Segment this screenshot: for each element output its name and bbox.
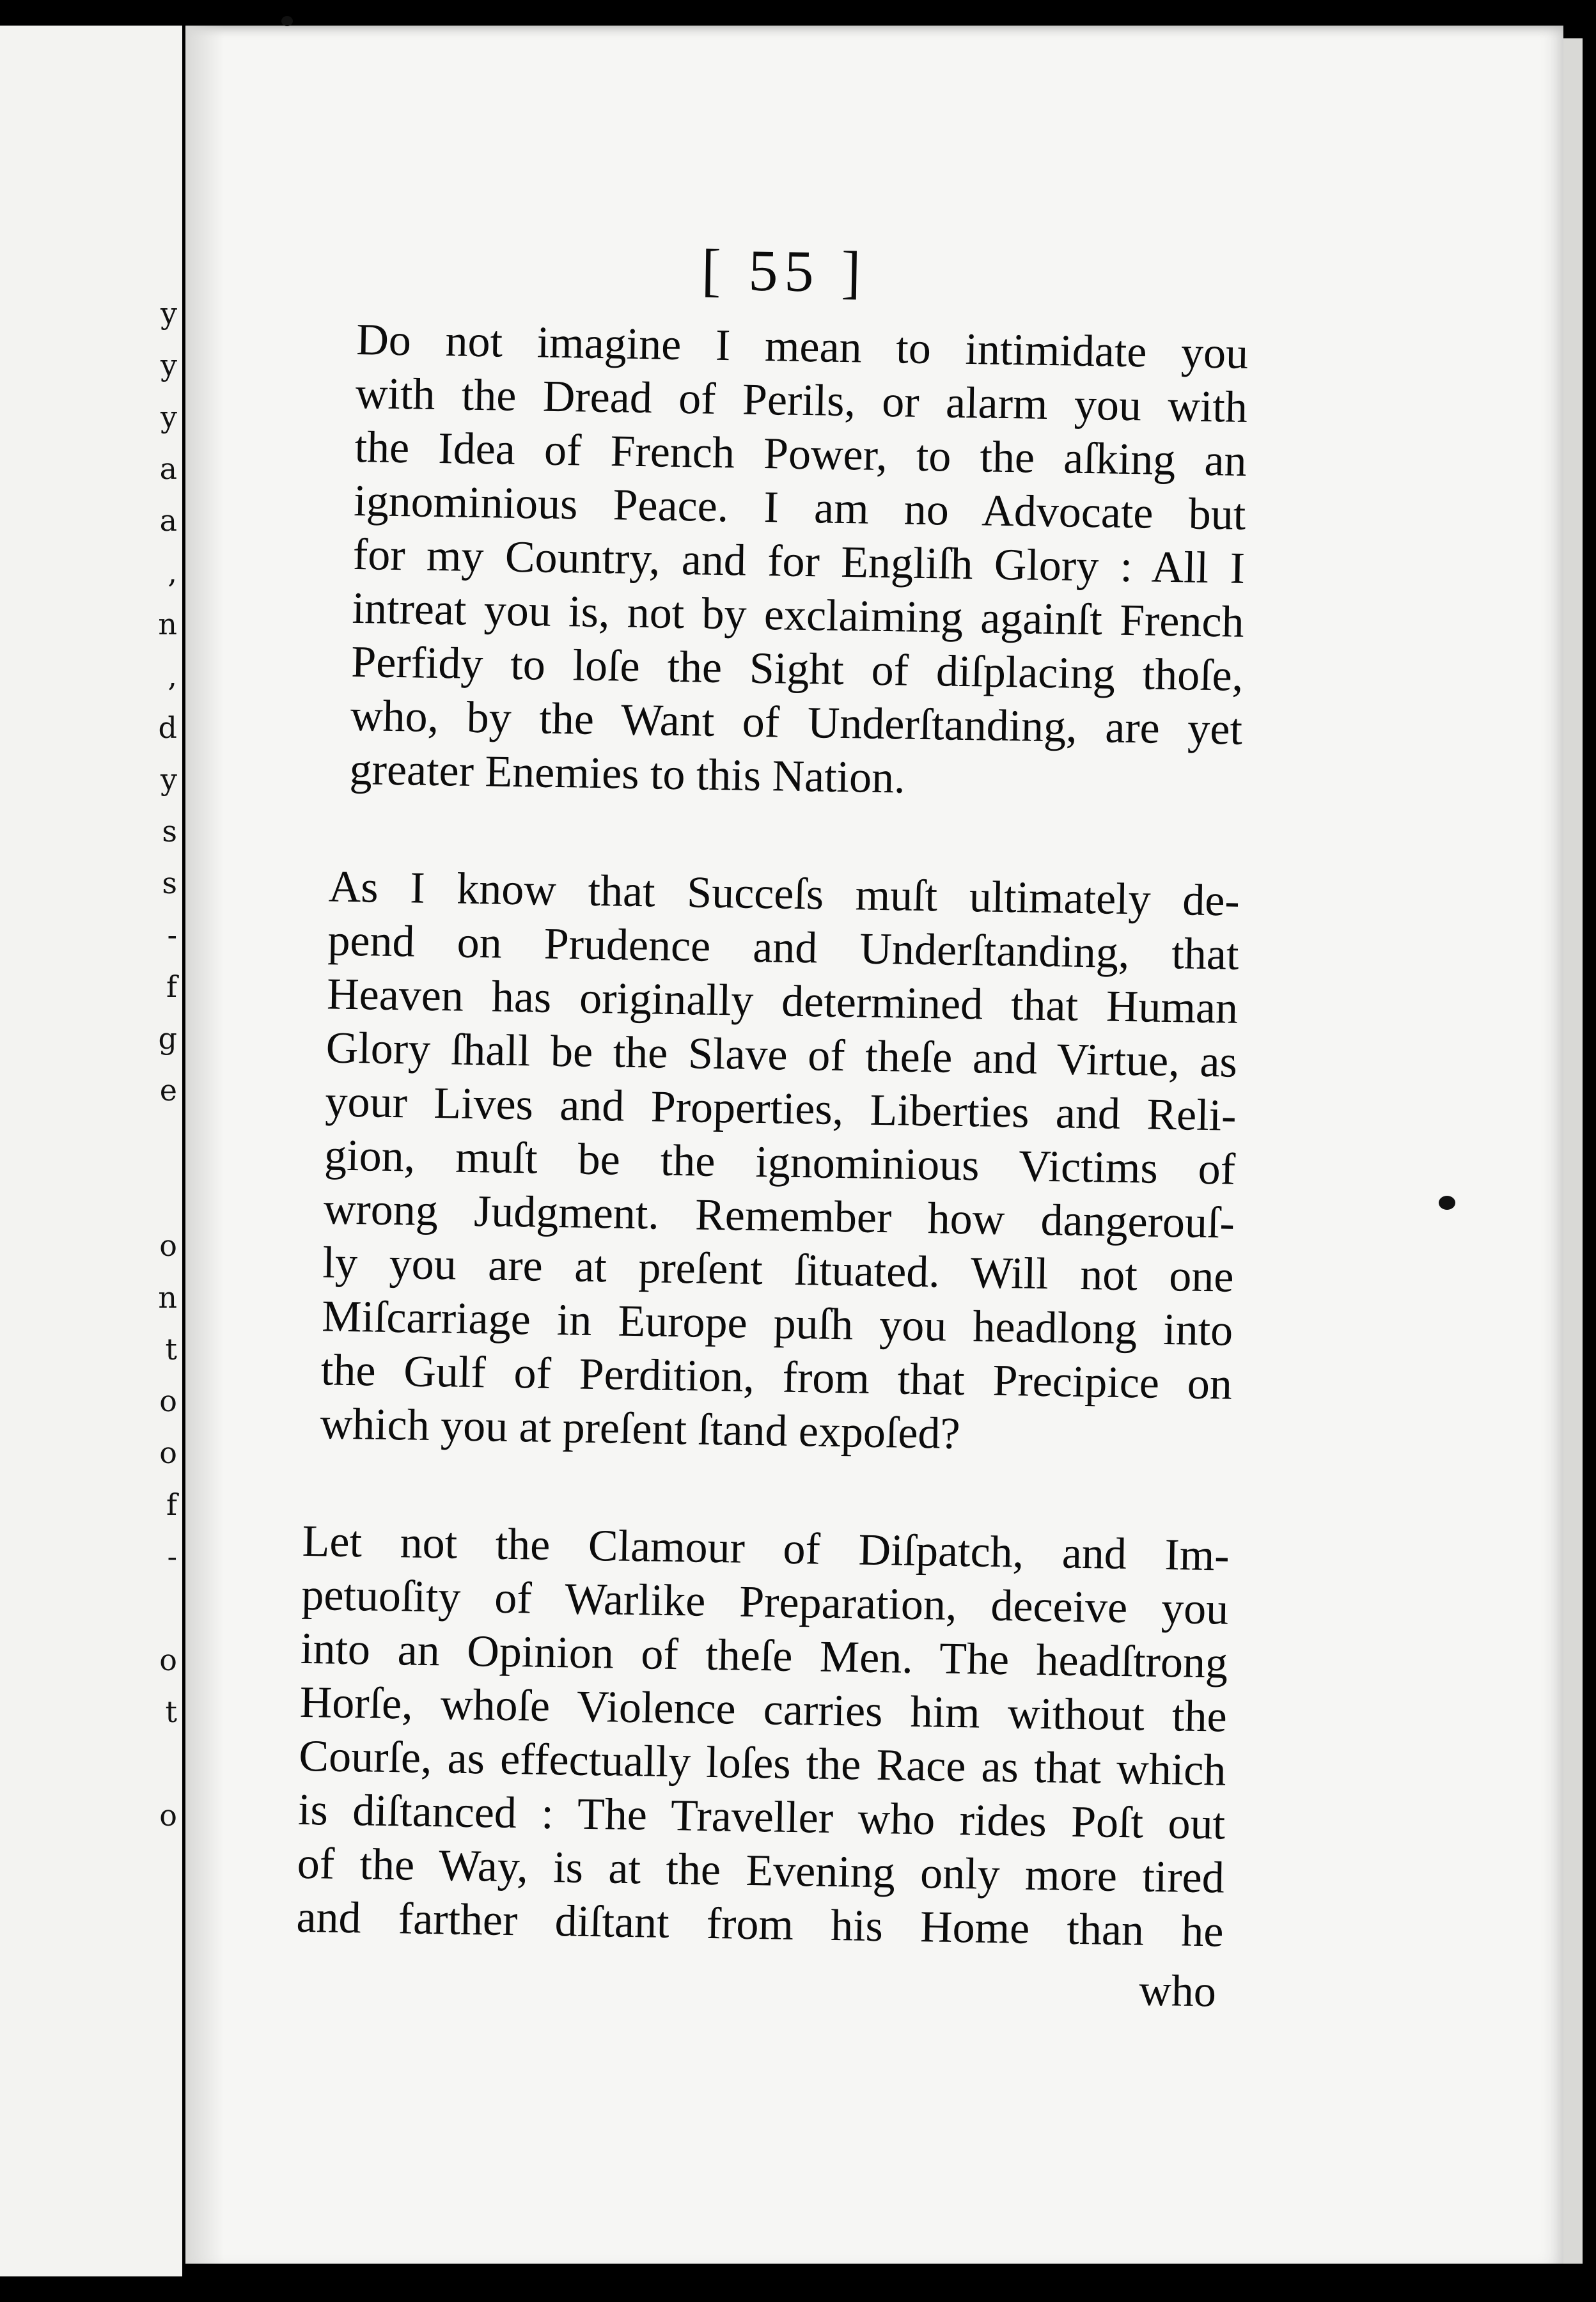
text-line: pend on Prudence and Underſtanding, that	[327, 916, 1239, 980]
text-line: your Lives and Properties, Liberties and Reli-	[324, 1077, 1237, 1141]
edge-letter: -	[167, 918, 177, 952]
text-line: intreat you is, not by exclaiming againſt French	[352, 583, 1245, 647]
previous-page-line-endings	[152, 288, 177, 1842]
edge-letter: n	[158, 1280, 177, 1315]
text-line: petuoſity of Warlike Preparation, deceive you	[301, 1570, 1229, 1634]
edge-letter: o	[159, 1798, 177, 1833]
edge-letter: d	[158, 710, 177, 745]
text-line: ignominious Peace. I am no Advocate but	[353, 476, 1246, 540]
edge-letter: y	[160, 296, 177, 331]
edge-letter: a	[159, 503, 177, 538]
text-line: Do not imagine I mean to intimidate you	[356, 315, 1249, 379]
edge-letter: t	[165, 1332, 177, 1366]
text-line: As I know that Succeſs muſt ultimately de-	[328, 862, 1240, 926]
ink-speck	[281, 16, 293, 26]
edge-letter: s	[162, 866, 177, 900]
ink-speck	[1439, 1196, 1455, 1210]
edge-letter: t	[165, 1695, 177, 1729]
text-line: Glory ſhall be the Slave of theſe and Virtue, as	[325, 1023, 1238, 1087]
edge-letter	[152, 1738, 177, 1790]
edge-letter: y	[160, 348, 177, 382]
paragraph-3	[296, 1515, 1230, 1959]
text-line: with the Dread of Perils, or alarm you with	[355, 368, 1248, 432]
edge-letter: y	[160, 762, 177, 797]
text-line: Heaven has originally determined that Human	[326, 969, 1239, 1033]
text-line: into an Opinion of theſe Men. The headſtrong	[300, 1624, 1228, 1688]
text-line: Let not the Clamour of Diſpatch, and Im-	[302, 1516, 1230, 1581]
text-line: of the Way, is at the Evening only more tired	[297, 1838, 1225, 1903]
text-line: is diſtanced : The Traveller who rides Poſt out	[297, 1785, 1226, 1849]
edge-letter: -	[167, 1539, 177, 1574]
text-line: Perfidy to loſe the Sight of diſplacing thoſe,	[350, 637, 1244, 701]
gutter-shadow	[185, 26, 224, 2264]
edge-letter	[152, 1116, 177, 1168]
edge-letter: ,	[168, 555, 177, 590]
edge-letter	[152, 1168, 177, 1220]
edge-letter: f	[166, 969, 177, 1004]
paragraph-2	[320, 860, 1240, 1465]
edge-letter: o	[159, 1643, 177, 1677]
text-line: wrong Judgment. Remember how dangerouſ-	[323, 1184, 1235, 1248]
edge-letter: a	[159, 451, 177, 486]
catchword: who	[1138, 1966, 1217, 2017]
text-line: the Gulf of Perdition, from that Precipice on	[320, 1345, 1233, 1409]
text-line: and farther diſtant from his Home than he	[295, 1892, 1224, 1957]
text-line: for my Country, and for Engliſh Glory : All I	[352, 529, 1246, 593]
edge-letter: f	[166, 1487, 177, 1522]
text-line: gion, muſt be the ignominious Victims of	[324, 1131, 1236, 1194]
edge-letter	[152, 1583, 177, 1634]
text-line: who, by the Want of Underſtanding, are yet	[350, 691, 1243, 755]
edge-letter: n	[158, 607, 177, 641]
edge-letter: o	[159, 1384, 177, 1418]
page-fore-edge	[1563, 38, 1583, 2264]
edge-letter: o	[159, 1436, 177, 1470]
edge-letter: e	[159, 1073, 177, 1108]
text-line: which you at preſent ſtand expoſed?	[320, 1399, 961, 1459]
text-line: Miſcarriage in Europe puſh you headlong into	[321, 1292, 1233, 1356]
text-line: greater Enemies to this Nation.	[349, 744, 906, 803]
paragraph-1	[349, 313, 1249, 811]
edge-letter: g	[158, 1021, 177, 1056]
edge-letter: s	[162, 814, 177, 849]
edge-letter: y	[160, 400, 177, 434]
edge-letter: o	[159, 1228, 177, 1263]
previous-page-edge	[0, 26, 182, 2276]
edge-letter: ,	[168, 659, 177, 693]
page-text	[295, 230, 1249, 2019]
page-number: [ 55 ]	[701, 237, 868, 305]
text-line: Courſe, as effectually loſes the Race as that which	[298, 1731, 1226, 1796]
text-line: ly you are at preſent ſituated. Will not one	[322, 1238, 1235, 1302]
text-line: the Idea of French Power, to the aſking an	[354, 422, 1248, 486]
text-line: Horſe, whoſe Violence carries him without the	[299, 1677, 1228, 1742]
